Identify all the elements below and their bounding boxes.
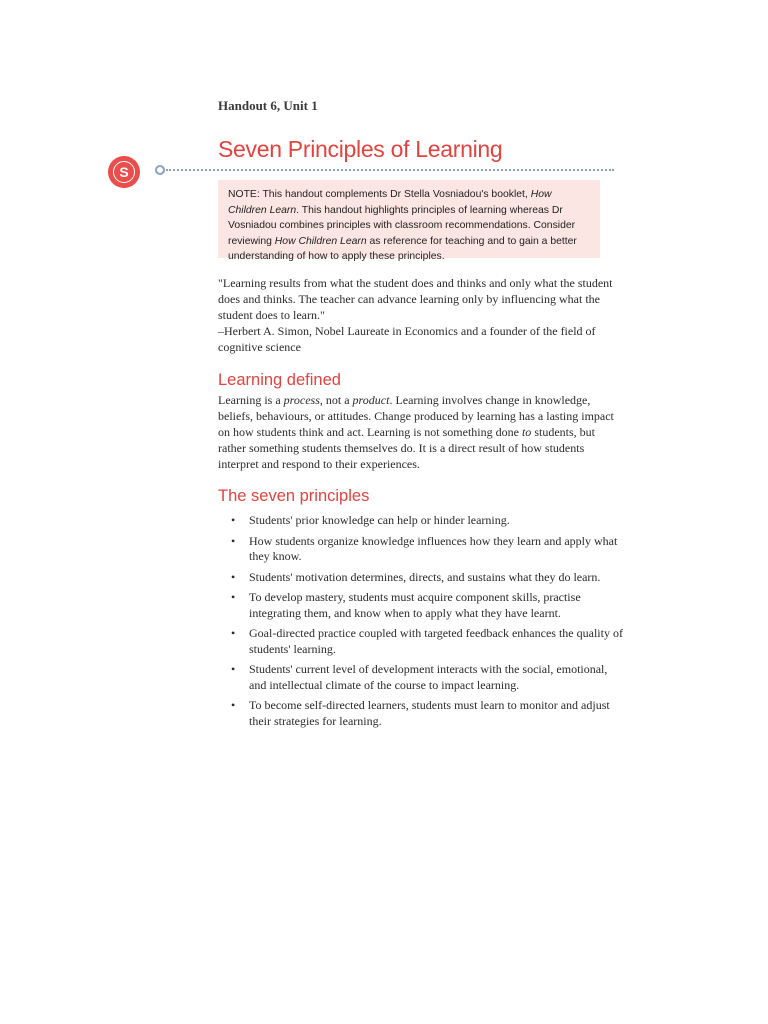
para-part-1: Learning is a	[218, 393, 284, 407]
bullet-icon: •	[231, 569, 236, 584]
para-part-4: students, but rather something students themselves do. It is a direct result of how students interpret and respond to their experiences.	[218, 425, 595, 471]
note-box	[218, 180, 600, 262]
list-item	[231, 513, 623, 529]
principle-text: To develop mastery, students must acquire component skills, practise integrating them, and know when to apply what they have learnt.	[249, 590, 581, 620]
bullet-icon: •	[231, 533, 236, 548]
principle-text: Students' current level of development interacts with the social, emotional, and intellectual climate of the course to impact learning.	[249, 662, 608, 692]
para-emphasis-to: to	[521, 425, 532, 439]
note-text-middle: . This handout highlights principles of learning whereas Dr Vosniadou combines principles with classroom recommendations. Consider reviewing	[228, 204, 576, 247]
section-badge-icon	[108, 156, 140, 188]
learning-defined-heading: Learning defined	[218, 371, 341, 389]
learning-defined-paragraph	[218, 392, 623, 472]
quote-block	[218, 275, 618, 355]
quote-attribution: –Herbert A. Simon, Nobel Laureate in Economics and a founder of the field of cognitive science	[218, 324, 596, 354]
note-booklet-title: How Children Learn	[228, 189, 552, 216]
para-part-2: , not a	[319, 393, 353, 407]
list-item	[231, 534, 623, 565]
timeline-ring-icon	[155, 165, 165, 175]
principles-list	[231, 513, 623, 734]
principle-text: Students' prior knowledge can help or hinder learning.	[249, 513, 510, 527]
principle-text: How students organize knowledge influences how they learn and apply what they know.	[249, 533, 618, 563]
list-item	[231, 590, 623, 621]
seven-principles-heading: The seven principles	[218, 487, 370, 505]
list-item	[231, 570, 623, 586]
bullet-icon: •	[231, 698, 236, 712]
note-booklet-title-2: How Children Learn	[274, 235, 367, 247]
dotted-divider	[166, 169, 614, 171]
note-text-prefix: NOTE: This handout complements Dr Stella Vosniadou's booklet,	[228, 189, 531, 200]
para-part-3: . Learning involves change in knowledge, beliefs, behaviours, or attitudes. Change produced by learning has a lasting impact on how students think and act. Learning is not something done	[218, 393, 614, 439]
para-emphasis-process: process	[283, 393, 320, 407]
bullet-icon: •	[231, 626, 236, 640]
principle-text: Students' motivation determines, directs, and sustains what they do learn.	[249, 569, 601, 584]
note-text-suffix: as reference for teaching and to gain a better understanding of how to apply these principles.	[228, 235, 577, 262]
list-item	[231, 626, 623, 657]
quote-text: "Learning results from what the student does and thinks and only what the student does and thinks. The teacher can advance learning only by influencing what the student does to learn."	[218, 276, 613, 322]
badge-letter: S	[113, 161, 135, 183]
bullet-icon: •	[231, 590, 236, 604]
principle-text: To become self-directed learners, students must learn to monitor and adjust their strategies for learning.	[249, 698, 610, 728]
page-title: Seven Principles of Learning	[218, 136, 503, 162]
principle-text: Goal-directed practice coupled with targeted feedback enhances the quality of students' learning.	[249, 626, 623, 656]
bullet-icon: •	[231, 513, 236, 527]
list-item	[231, 698, 623, 729]
para-emphasis-product: product	[352, 393, 390, 407]
bullet-icon: •	[231, 662, 236, 676]
list-item	[231, 662, 623, 693]
handout-reference: Handout 6, Unit 1	[218, 98, 318, 113]
